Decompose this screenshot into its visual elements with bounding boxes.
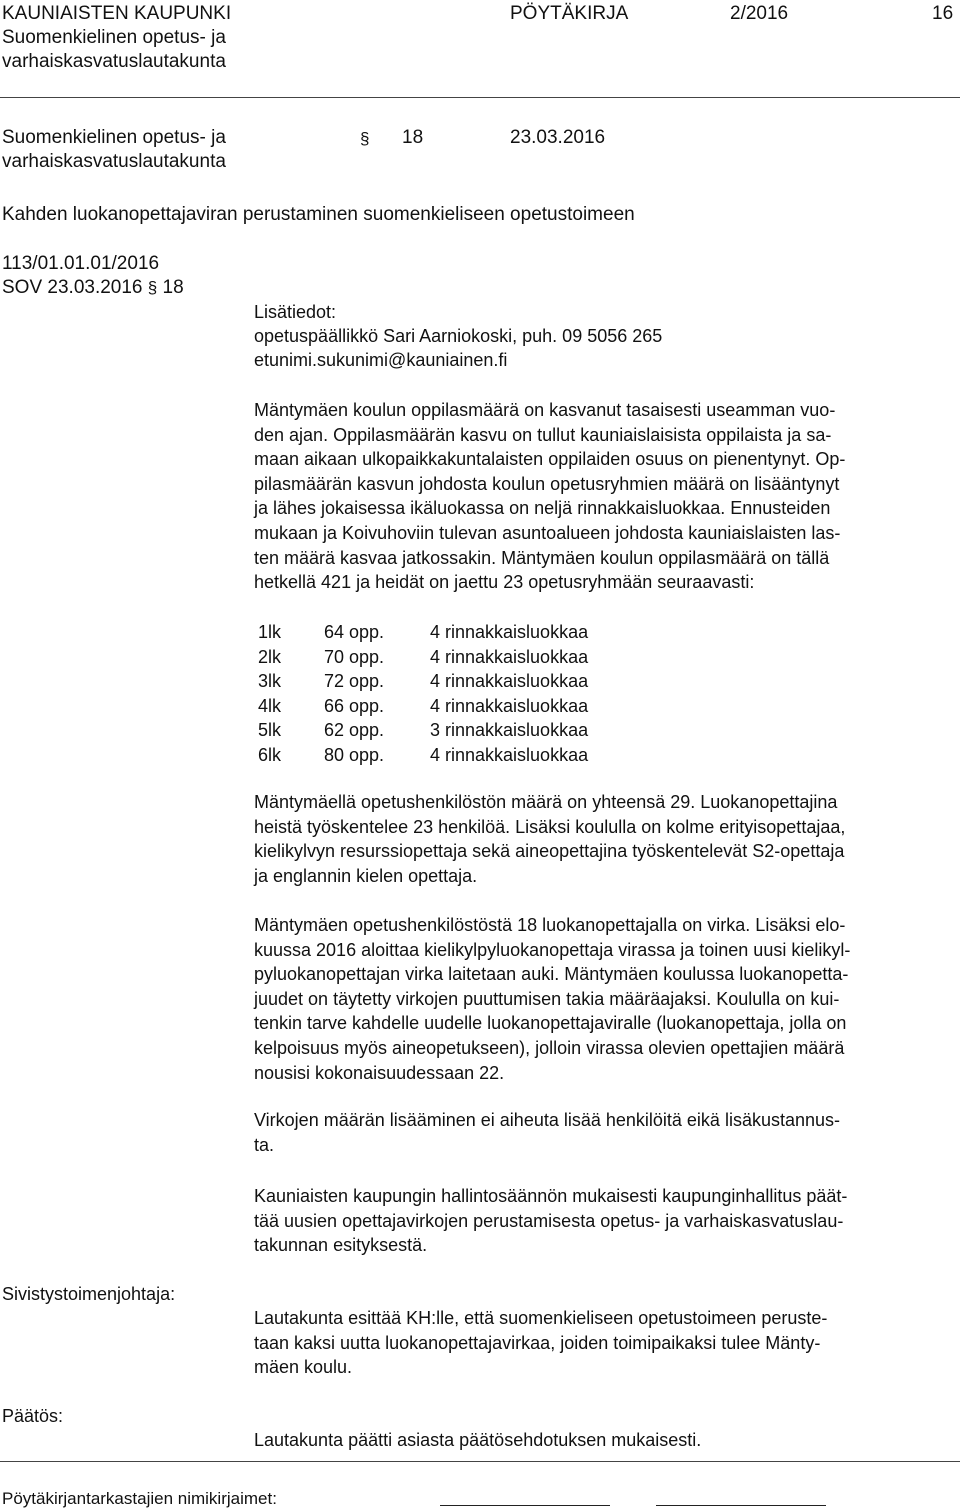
paragraph-line: juudet on täytetty virkojen puuttumisen takia määräajaksi. Koululla on kui- xyxy=(254,988,840,1009)
contact-label: Lisätiedot: xyxy=(254,302,337,322)
groups-cell: 4 rinnakkaisluokkaa xyxy=(430,695,589,716)
groups-cell: 4 rinnakkaisluokkaa xyxy=(430,744,589,765)
sov-prefix: SOV 23.03.2016 xyxy=(2,277,143,298)
paragraph-line: Mäntymäellä opetushenkilöstön määrä on yhteensä 29. Luokanopettajina xyxy=(254,792,838,812)
paragraph-line: den ajan. Oppilasmäärän kasvu on tullut kauniaislaisista oppilaista ja sa- xyxy=(254,424,832,445)
paragraph-line: tää uusien opettajavirkojen perustamisesta opetus- ja varhaiskasvatuslau- xyxy=(254,1210,844,1231)
sov-section-mark-icon: § xyxy=(147,278,158,297)
paragraph-line: ja lähes jokaisessa ikäluokassa on neljä rinnakkaisluokkaa. Ennusteiden xyxy=(254,498,831,519)
paragraph-line: pilasmäärän kasvun johdosta koulun opetusryhmien määrä on lisääntynyt xyxy=(254,473,840,494)
groups-cell: 4 rinnakkaisluokkaa xyxy=(430,671,589,691)
pupils-cell: 80 opp. xyxy=(324,744,385,765)
paragraph-line: ten määrä kasvaa jatkossakin. Mäntymäen koulun oppilasmäärä on tällä xyxy=(254,547,830,568)
paragraph-4 xyxy=(254,1108,954,1157)
initials-line-2 xyxy=(656,1505,826,1506)
paragraph-line: Kauniaisten kaupungin hallintosäännön mukaisesti kaupunginhallitus päät- xyxy=(254,1186,848,1206)
pupils-cell: 62 opp. xyxy=(324,720,385,740)
header-org: KAUNIAISTEN KAUPUNKI xyxy=(2,3,232,24)
paragraph-line: hetkellä 421 ja heidät on jaettu 23 opetusryhmään seuraavasti: xyxy=(254,572,755,593)
grade-cell: 5lk xyxy=(258,720,282,740)
pupils-cell: 64 opp. xyxy=(324,622,385,642)
paragraph-line: kelpoisuus myös aineopetukseen), jolloin virassa olevien opettajien määrä xyxy=(254,1037,845,1058)
sov-reference xyxy=(2,276,184,300)
pupils-cell: 66 opp. xyxy=(324,695,385,716)
proposal-text xyxy=(254,1306,954,1380)
grade-cell: 4lk xyxy=(258,695,282,716)
paragraph-line: mäen koulu. xyxy=(254,1357,353,1378)
footer-label: Pöytäkirjantarkastajien nimikirjaimet: xyxy=(2,1489,277,1508)
meeting-body-line2: varhaiskasvatuslautakunta xyxy=(2,151,226,172)
groups-cell: 3 rinnakkaisluokkaa xyxy=(430,720,589,740)
grade-cell: 6lk xyxy=(258,744,282,765)
paragraph-line: taan kaksi uutta luokanopettajavirkaa, joiden toimipaikaksi tulee Mänty- xyxy=(254,1332,821,1353)
meeting-section: 18 xyxy=(402,127,424,148)
pupils-cell: 70 opp. xyxy=(324,646,385,667)
paragraph-line: kielikylvyn resurssiopettaja sekä aineopettajina työskentelevät S2-opettaja xyxy=(254,841,845,862)
grade-cell: 1lk xyxy=(258,622,282,642)
item-title: Kahden luokanopettajaviran perustaminen suomenkieliseen opetustoimeen xyxy=(2,204,635,225)
paragraph-line: ja englannin kielen opettaja. xyxy=(254,865,478,886)
record-id: 113/01.01.01/2016 xyxy=(2,253,160,274)
paragraph-line: takunnan esityksestä. xyxy=(254,1235,428,1256)
contact-email: etunimi.sukunimi@kauniainen.fi xyxy=(254,350,508,370)
paragraph-3 xyxy=(254,913,954,1085)
paragraph-line: nousisi kokonaisuudessaan 22. xyxy=(254,1062,505,1083)
decision-label: Päätös: xyxy=(2,1406,64,1426)
grade-cell: 2lk xyxy=(258,646,282,667)
paragraph-line: mukaan ja Koivuhoviin tulevan asuntoalueen johdosta kauniaislaisten las- xyxy=(254,522,841,543)
decision-text: Lautakunta päätti asiasta päätösehdotuksen mukaisesti. xyxy=(254,1430,702,1450)
paragraph-5 xyxy=(254,1184,954,1258)
paragraph-line: heistä työskentelee 23 henkilöä. Lisäksi koululla on kolme erityisopettajaa, xyxy=(254,816,846,837)
paragraph-line: Lautakunta esittää KH:lle, että suomenkieliseen opetustoimeen peruste- xyxy=(254,1308,828,1328)
header-doc-type: PÖYTÄKIRJA xyxy=(510,3,629,24)
paragraph-line: kuussa 2016 aloittaa kielikylpyluokanopettaja virassa ja toinen uusi kielikyl- xyxy=(254,939,851,960)
paragraph-line: Mäntymäen opetushenkilöstöstä 18 luokanopettajalla on virka. Lisäksi elo- xyxy=(254,915,846,935)
paragraph-line: Mäntymäen koulun oppilasmäärä on kasvanut tasaisesti useamman vuo- xyxy=(254,400,836,420)
paragraph-line: pyluokanopettajan virka laitetaan auki. Mäntymäen koulussa luokanopetta- xyxy=(254,964,849,985)
paragraph-line: maan aikaan ulkopaikkakuntalaisten oppilaiden osuus on pienentynyt. Op- xyxy=(254,449,846,470)
pupils-cell: 72 opp. xyxy=(324,671,385,691)
paragraph-line: tenkin tarve kahdelle uudelle luokanopettajaviralle (luokanopettaja, jolla on xyxy=(254,1013,847,1034)
grade-cell: 3lk xyxy=(258,671,282,691)
header-board-line1: Suomenkielinen opetus- ja xyxy=(2,27,226,48)
paragraph-1 xyxy=(254,398,954,595)
header-doc-number: 2/2016 xyxy=(730,3,789,24)
paragraph-line: Virkojen määrän lisääminen ei aiheuta lisää henkilöitä eikä lisäkustannus- xyxy=(254,1110,841,1130)
paragraph-2 xyxy=(254,790,954,888)
meeting-body-line1: Suomenkielinen opetus- ja xyxy=(2,127,226,148)
paragraph-line: ta. xyxy=(254,1134,275,1155)
initials-line-1 xyxy=(440,1505,610,1506)
header-divider xyxy=(0,97,960,98)
proposal-label: Sivistystoimenjohtaja: xyxy=(2,1284,176,1304)
contact-person: opetuspäällikkö Sari Aarniokoski, puh. 09 5056 265 xyxy=(254,326,663,346)
groups-cell: 4 rinnakkaisluokkaa xyxy=(430,646,589,667)
sov-section: 18 xyxy=(162,277,184,298)
section-mark-icon: § xyxy=(360,129,370,148)
groups-cell: 4 rinnakkaisluokkaa xyxy=(430,622,589,642)
header-page-number: 16 xyxy=(932,3,954,24)
header-board-line2: varhaiskasvatuslautakunta xyxy=(2,51,226,72)
meeting-date: 23.03.2016 xyxy=(510,127,606,148)
footer-divider xyxy=(0,1461,960,1462)
